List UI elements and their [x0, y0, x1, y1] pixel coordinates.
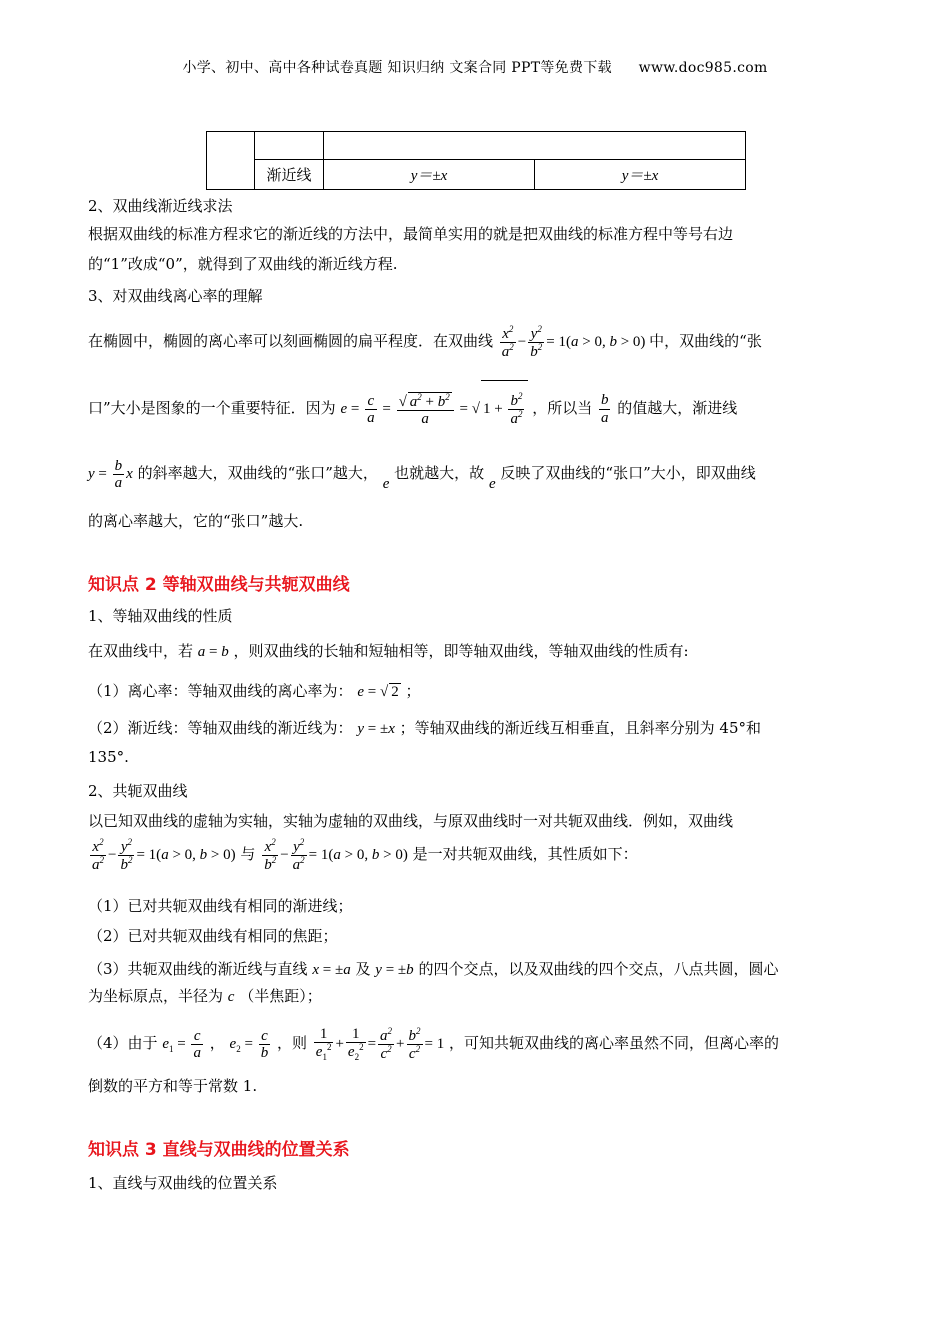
paragraph-line: 的“1”改成“0”，就得到了双曲线的渐近线方程. [88, 255, 398, 273]
text-span: （4）由于 [88, 1034, 158, 1052]
formula-y-pm-x: y = ±x [357, 721, 395, 737]
header-text: 小学、初中、高中各种试卷真题 知识归纳 文案合同 PPT等免费下载 [182, 60, 612, 76]
paragraph-line [88, 640, 689, 661]
symbol-e: e [382, 476, 390, 492]
text-span: 反映了双曲线的“张口”大小，即双曲线 [500, 464, 756, 482]
text-span: 口”大小是图象的一个重要特征．因为 [88, 399, 336, 417]
table-blank-cell [207, 132, 255, 190]
symbol-e: e [488, 476, 496, 492]
formula-e2: $e_2$ = $\frac{c}{b}$ [229, 1027, 269, 1062]
text-span: 中，双曲线的“张 [649, 332, 762, 350]
text-span: （1）离心率：等轴双曲线的离心率为： [88, 682, 353, 700]
text-span: （半焦距）； [239, 987, 322, 1005]
knowledge-point-title: 知识点 2 等轴双曲线与共轭双曲线 [88, 575, 350, 595]
paragraph-line: 根据双曲线的标准方程求它的渐近线的方法中，最简单实用的就是把双曲线的标准方程中等号右边 [88, 225, 734, 243]
knowledge-point-title: 知识点 3 直线与双曲线的位置关系 [88, 1140, 350, 1160]
paragraph-line [88, 450, 756, 497]
paragraph-line: 以已知双曲线的虚轴为实轴，实轴为虚轴的双曲线，与原双曲线时一对共轭双曲线．例如，双曲线 [88, 812, 734, 830]
list-item: （1）已对共轭双曲线有相同的渐进线； [88, 897, 353, 915]
table-row-label: 渐近线 [255, 160, 324, 190]
list-item-continuation: 倒数的平方和等于常数 1. [88, 1077, 258, 1095]
formula-y-pm-b: y = ±b [375, 962, 414, 978]
formula-x-pm-a: x = ±a [312, 962, 351, 978]
text-span: ，所以当 [532, 399, 593, 417]
list-item-continuation [88, 985, 322, 1006]
asymptote-formula: y = $\frac{b}{a}$ x [88, 457, 133, 492]
text-span: 在椭圆中，椭圆的离心率可以刻画椭圆的扁平程度．在双曲线 [88, 332, 494, 350]
text-span: ，则 [276, 1034, 307, 1052]
table-blank-cell [324, 132, 746, 160]
page-header [0, 57, 950, 77]
section-heading: 2、共轭双曲线 [88, 782, 188, 800]
text-span: ， [209, 1034, 225, 1052]
symbol-c: c [227, 989, 235, 1005]
eccentricity-formula: e = $\frac{c}{a}$ = $\frac{√ a^2 + b^2}{a}$ = √ 1 + $\frac{b^2}{a^2}$ [340, 401, 532, 417]
text-span: 为坐标原点，半径为 [88, 987, 224, 1005]
text-span: （3）共轭双曲线的渐近线与直线 [88, 960, 308, 978]
text-span: ，则双曲线的长轴和短轴相等，即等轴双曲线，等轴双曲线的性质有: [233, 642, 689, 660]
section-heading: 2、双曲线渐近线求法 [88, 197, 233, 215]
table-cell-asymptote-1: y＝±x [324, 160, 535, 190]
table-blank-cell [255, 132, 324, 160]
list-item [88, 717, 761, 738]
text-span: （2）渐近线：等轴双曲线的渐近线为： [88, 719, 353, 737]
text-span: ； [405, 682, 421, 700]
list-item [88, 1018, 779, 1074]
ratio-b-over-a: $\frac{b}{a}$ [600, 392, 609, 426]
table-cell-asymptote-2: y＝±x [535, 160, 746, 190]
text-span: ；等轴双曲线的渐近线互相垂直，且斜率分别为 45°和 [399, 719, 762, 737]
asymptote-table [206, 131, 746, 190]
list-item [88, 680, 421, 701]
hyperbola-equation: $\frac{x^2}{a^2}$ − $\frac{y^2}{b^2}$ = 1(a > 0, b > 0) [92, 836, 236, 874]
section-heading: 1、等轴双曲线的性质 [88, 607, 233, 625]
section-heading: 3、对双曲线离心率的理解 [88, 287, 263, 305]
conjugate-hyperbola-equation: $\frac{x^2}{b^2}$ − $\frac{y^2}{a^2}$ = 1(a > 0, b > 0) [264, 836, 408, 874]
paragraph-line [88, 318, 762, 365]
paragraph-line: 的离心率越大，它的“张口”越大. [88, 512, 304, 530]
paragraph-line [88, 830, 638, 879]
formula-e-sqrt2: e = √ 2 [357, 684, 399, 700]
text-span: 的值越大，渐进线 [617, 399, 738, 417]
hyperbola-equation: $\frac{x^2}{a^2}$ − $\frac{y^2}{b^2}$ = 1(a > 0, b > 0) [501, 323, 646, 361]
list-item-continuation: 135°. [88, 748, 129, 766]
list-item: （2）已对共轭双曲线有相同的焦距； [88, 927, 338, 945]
text-span: 也就越大，故 [394, 464, 485, 482]
formula-a-eq-b: a = b [197, 644, 229, 660]
text-span: 的四个交点，以及双曲线的四个交点，八点共圆，圆心 [418, 960, 779, 978]
text-span: 与 [240, 845, 256, 863]
list-item [88, 958, 778, 979]
text-span: 是一对共轭双曲线，其性质如下： [412, 845, 638, 863]
formula-reciprocal-sum: $\frac{1}{e_1^2}$ + $\frac{1}{e_2^2}$ = $\frac{a^2}{c^2}$ + $\frac{b^2}{c^2}$ = 1 [315, 1025, 445, 1063]
text-span: 及 [355, 960, 371, 978]
header-site: www.doc985.com [638, 60, 768, 76]
text-span: 在双曲线中，若 [88, 642, 194, 660]
text-span: 的斜率越大，双曲线的“张口”越大， [137, 464, 378, 482]
formula-e1: $e_1$ = $\frac{c}{a}$ [162, 1027, 201, 1062]
paragraph-line [88, 380, 737, 437]
section-heading: 1、直线与双曲线的位置关系 [88, 1174, 278, 1192]
text-span: ，可知共轭双曲线的离心率虽然不同，但离心率的 [449, 1034, 780, 1052]
